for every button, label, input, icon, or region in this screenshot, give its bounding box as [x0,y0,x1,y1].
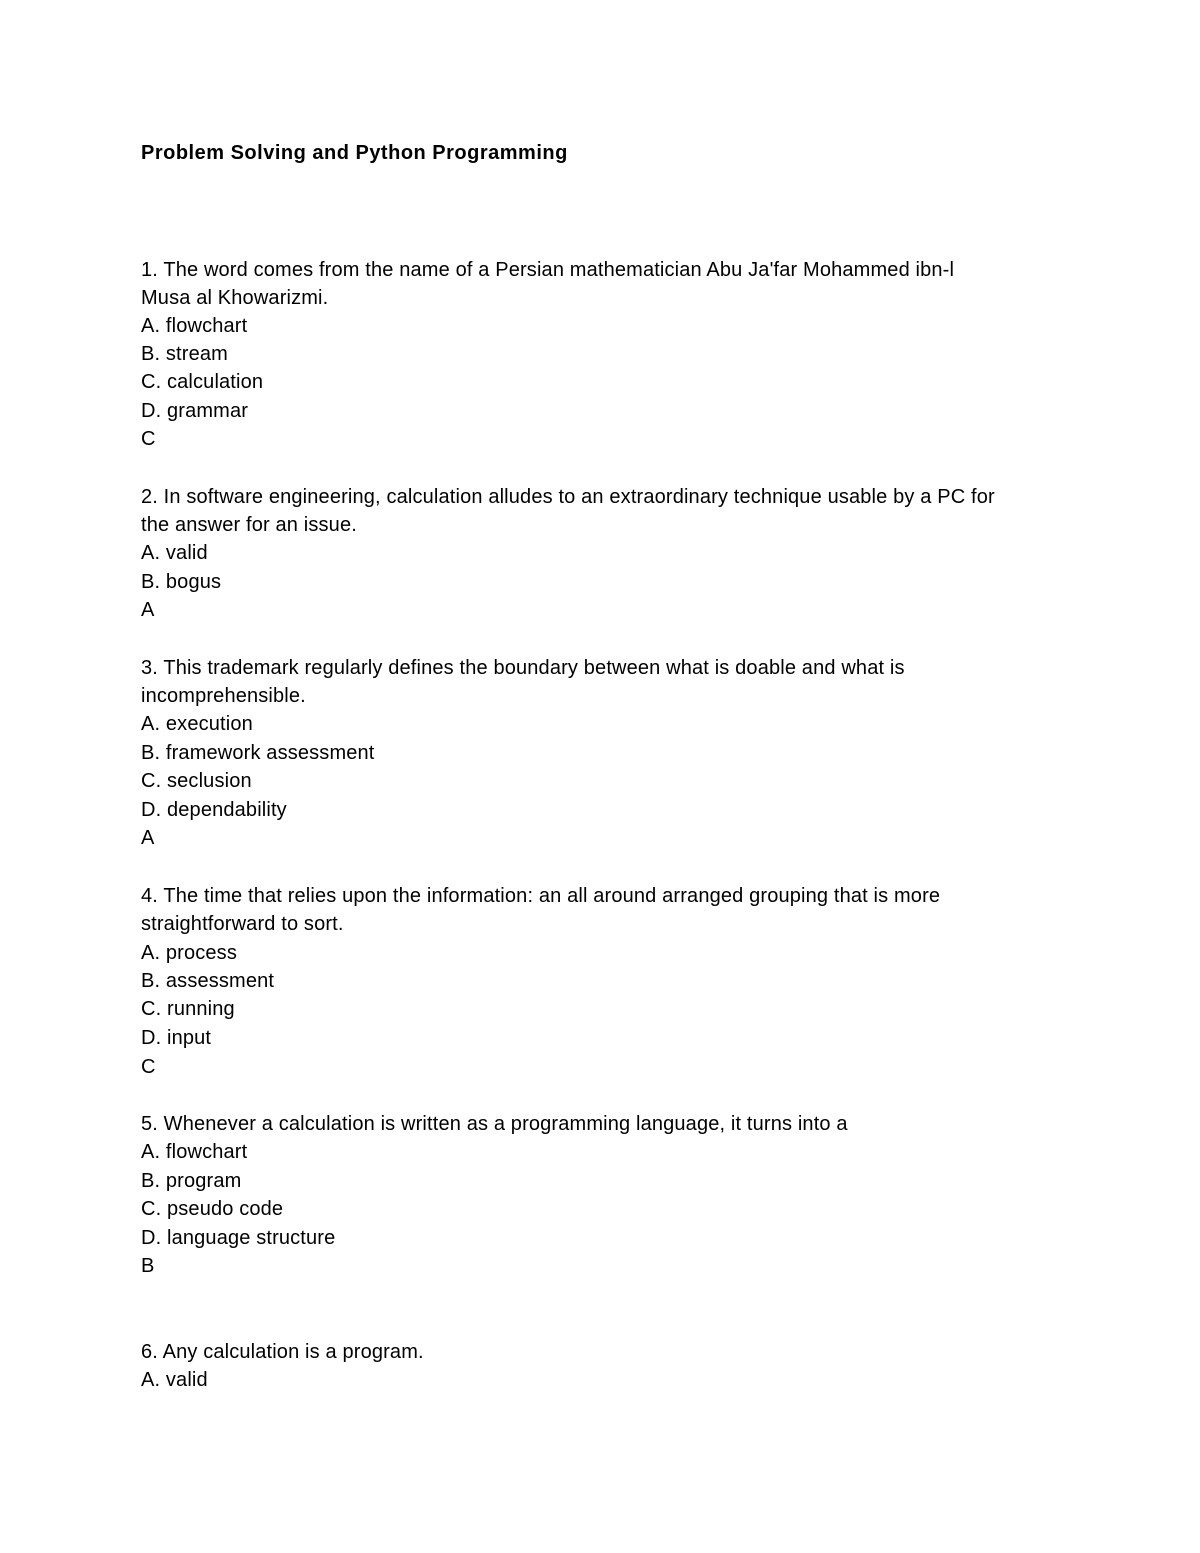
question-4-option-b: B. assessment [141,970,275,992]
question-3-option-d: D. dependability [141,799,287,821]
question-3-text: 3. This trademark regularly defines the boundary between what is doable and what is [141,657,905,679]
question-2-option-a: A. valid [141,542,208,564]
question-4-option-a: A. process [141,942,237,964]
question-1-option-d: D. grammar [141,400,249,422]
question-1-answer: C [141,428,156,450]
question-1-option-a: A. flowchart [141,315,248,337]
question-5-option-a: A. flowchart [141,1141,248,1163]
question-1-text: 1. The word comes from the name of a Persian mathematician Abu Ja'far Mohammed ibn-l [141,259,955,281]
question-4-text-cont: straightforward to sort. [141,913,344,935]
question-3-answer: A [141,827,155,849]
question-2-option-b: B. bogus [141,571,222,593]
question-5-option-d: D. language structure [141,1227,336,1249]
question-4-text: 4. The time that relies upon the information: an all around arranged grouping that is more [141,885,941,907]
question-5-answer: B [141,1255,155,1277]
page-title: Problem Solving and Python Programming [141,142,568,164]
question-1-option-b: B. stream [141,343,228,365]
question-2-text: 2. In software engineering, calculation alludes to an extraordinary technique usable by a PC for [141,486,995,508]
question-4-option-d: D. input [141,1027,212,1049]
question-3-option-b: B. framework assessment [141,742,375,764]
question-6-text: 6. Any calculation is a program. [141,1341,424,1363]
question-2-text-cont: the answer for an issue. [141,514,357,536]
question-4-option-c: C. running [141,998,235,1020]
question-4-answer: C [141,1056,156,1078]
question-3-text-cont: incomprehensible. [141,685,306,707]
question-1-option-c: C. calculation [141,371,264,393]
question-5-option-c: C. pseudo code [141,1198,284,1220]
question-5-option-b: B. program [141,1170,242,1192]
question-5-text: 5. Whenever a calculation is written as a programming language, it turns into a [141,1113,848,1135]
question-6-option-a: A. valid [141,1369,208,1391]
question-3-option-a: A. execution [141,713,253,735]
question-3-option-c: C. seclusion [141,770,252,792]
question-1-text-cont: Musa al Khowarizmi. [141,287,329,309]
question-2-answer: A [141,599,155,621]
